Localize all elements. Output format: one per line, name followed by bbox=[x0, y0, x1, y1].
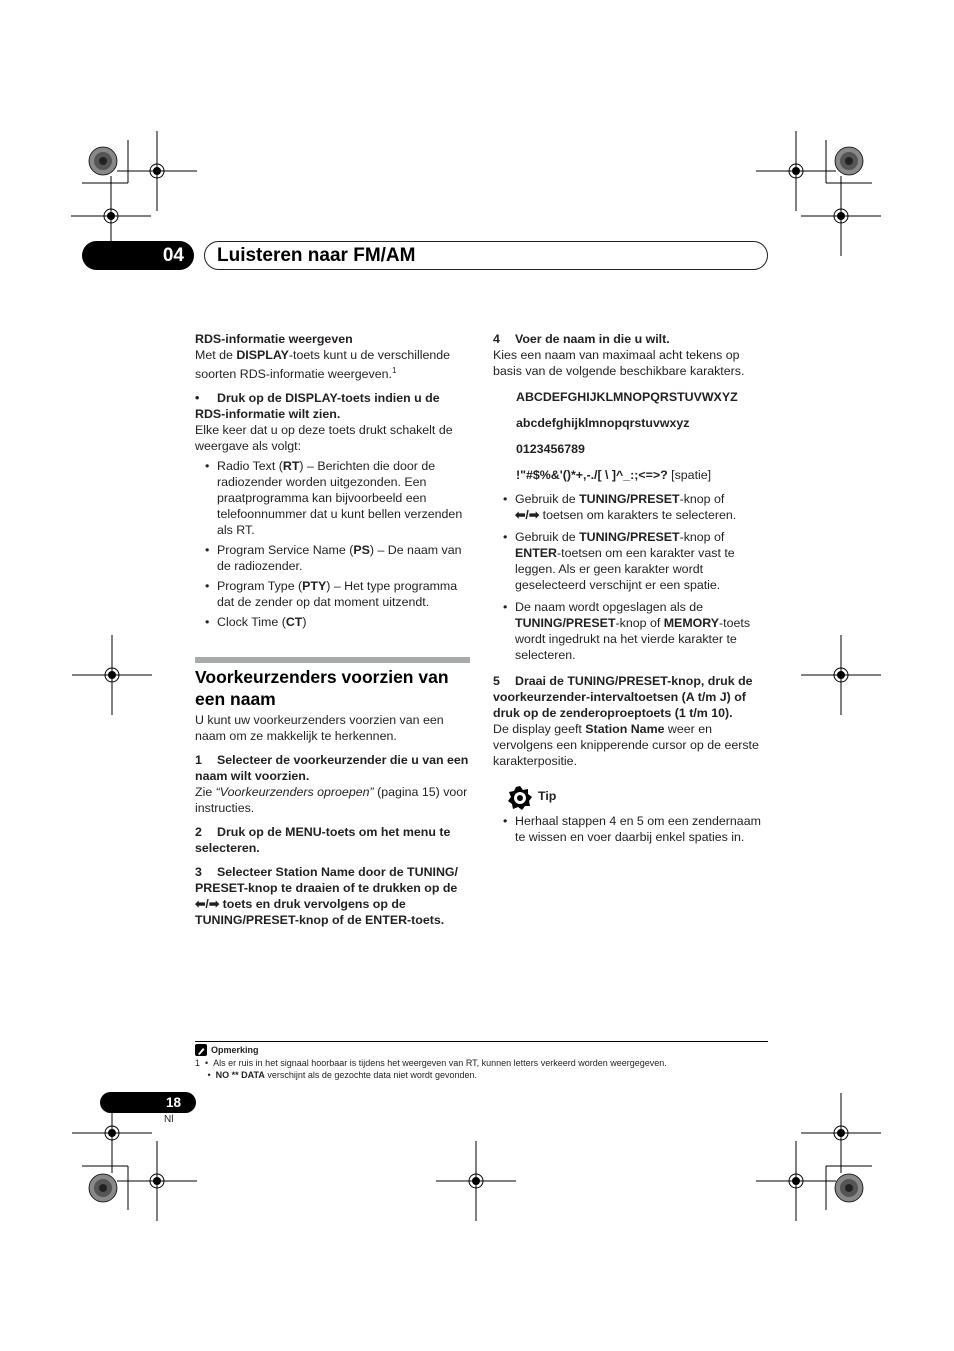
left-column bbox=[195, 331, 471, 630]
crosshair-icon bbox=[436, 1141, 516, 1221]
list-item: • Gebruik de TUNING/PRESET-knop of ENTER-toetsen om een karakter vast te leggen. Als er geen karakter wordt geselecteerd verschijnt er een spatie. bbox=[493, 529, 771, 593]
tip-icon bbox=[507, 785, 533, 811]
step-5-text: De display geeft Station Name weer en vervolgens een knipperende cursor op de eerste karakterpositie. bbox=[493, 722, 759, 768]
rds-bullet-list bbox=[195, 458, 471, 630]
list-item: • De naam wordt opgeslagen als de TUNING/PRESET-knop of MEMORY-toets wordt ingedrukt na het vierde karakter te selecteren. bbox=[493, 599, 771, 663]
crosshair-icon bbox=[801, 1093, 881, 1173]
starburst-icon bbox=[835, 1174, 863, 1202]
section-divider-bar bbox=[195, 657, 470, 663]
section-intro: U kunt uw voorkeurzenders voorzien van een naam om ze makkelijk te herkennen. bbox=[195, 713, 444, 743]
section-heading: Voorkeurzenders voorzien van een naam bbox=[195, 667, 449, 709]
arrow-keys-icon: ⬅/➡ bbox=[195, 897, 220, 911]
tip-label: Tip bbox=[538, 789, 557, 803]
crosshair-icon bbox=[756, 1141, 836, 1221]
chapter-number-badge: 04 bbox=[82, 241, 194, 270]
rds-heading: RDS-informatie weergeven bbox=[195, 332, 353, 346]
list-item: • Gebruik de TUNING/PRESET-knop of ⬅/➡ toetsen om karakters te selecteren. bbox=[493, 491, 771, 523]
char-bullet-list bbox=[493, 491, 771, 663]
rds-step: • Druk op de DISPLAY-toets indien u de RDS-informatie wilt zien. bbox=[195, 391, 440, 422]
footnote-1: 1 • Als er ruis in het signaal hoorbaar is tijdens het weergeven van RT, kunnen letters verkeerd worden weergegeven. bbox=[195, 1058, 667, 1068]
footnote-2: • NO ** DATA verschijnt als de gezochte data niet wordt gevonden. bbox=[195, 1070, 477, 1080]
step-4-text: Kies een naam van maximaal acht tekens op basis van de volgende beschikbare karakters. bbox=[493, 348, 745, 378]
left-column-section bbox=[195, 666, 471, 928]
page-number: 18 bbox=[100, 1092, 196, 1113]
step-1: 1 Selecteer de voorkeurzender die u van een naam wilt voorzien. bbox=[195, 753, 469, 783]
step-2: 2 Druk op de MENU-toets om het menu te selecteren. bbox=[195, 825, 451, 855]
crosshair-icon bbox=[801, 176, 881, 256]
crosshair-icon bbox=[72, 635, 152, 715]
list-item: • Radio Text (RT) – Berichten die door de radiozender worden uitgezonden. Een praatprogramma kan bijvoorbeeld een telefoonnummer dat u kunt bellen verzenden als RT. bbox=[195, 458, 471, 538]
step-4: 4 Voer de naam in die u wilt. bbox=[493, 332, 670, 346]
crosshair-icon bbox=[117, 1141, 197, 1221]
tip-list bbox=[493, 813, 771, 845]
starburst-icon bbox=[835, 147, 863, 175]
right-column bbox=[493, 331, 771, 769]
step-1-text: Zie “Voorkeurzenders oproepen” (pagina 15) voor instructies. bbox=[195, 785, 468, 815]
note-icon bbox=[195, 1044, 207, 1056]
language-code: Nl bbox=[164, 1114, 174, 1125]
rds-intro: Met de DISPLAY-toets kunt u de verschillende soorten RDS-informatie weergeven.$^1$ bbox=[195, 348, 451, 382]
chars-symbols: !"#$%&'()*+,-./[ \ ]^_:;<=>? [spatie] bbox=[516, 468, 712, 482]
list-item: • Herhaal stappen 4 en 5 om een zendernaam te wissen en voer daarbij enkel spaties in. bbox=[493, 813, 771, 845]
tip-section bbox=[493, 809, 771, 845]
crosshair-icon bbox=[801, 635, 881, 715]
footnote-ref: 1 bbox=[391, 366, 397, 375]
starburst-icon bbox=[89, 1174, 117, 1202]
step-5: 5 Draai de TUNING/PRESET-knop, druk de voorkeurzender-intervaltoetsen (A t/m J) of druk op de zenderoproeptoets (1 t/m 10). bbox=[493, 674, 753, 720]
note-label: Opmerking bbox=[211, 1045, 259, 1055]
chars-upper: ABCDEFGHIJKLMNOPQRSTUVWXYZ bbox=[516, 390, 738, 404]
list-item: • Program Service Name (PS) – De naam van de radiozender. bbox=[195, 542, 471, 574]
rds-step-text: Elke keer dat u op deze toets drukt schakelt de weergave als volgt: bbox=[195, 423, 453, 454]
step-3: 3 Selecteer Station Name door de TUNING/ PRESET-knop te draaien of te drukken op de ⬅/➡ toets en druk vervolgens op de TUNING/PRESET-knop of de ENTER-toets. bbox=[195, 865, 458, 927]
chapter-title: Luisteren naar FM/AM bbox=[204, 241, 768, 270]
crosshair-icon bbox=[117, 131, 197, 211]
chars-lower: abcdefghijklmnopqrstuvwxyz bbox=[516, 416, 690, 430]
list-item: • Program Type (PTY) – Het type programma dat de zender op dat moment uitzendt. bbox=[195, 578, 471, 610]
list-item: • Clock Time (CT) bbox=[195, 614, 471, 630]
chars-digits: 0123456789 bbox=[516, 442, 585, 456]
arrow-keys-icon: ⬅/➡ bbox=[515, 508, 540, 522]
footer-rule bbox=[195, 1041, 768, 1042]
crosshair-icon bbox=[756, 131, 836, 211]
starburst-icon bbox=[89, 147, 117, 175]
